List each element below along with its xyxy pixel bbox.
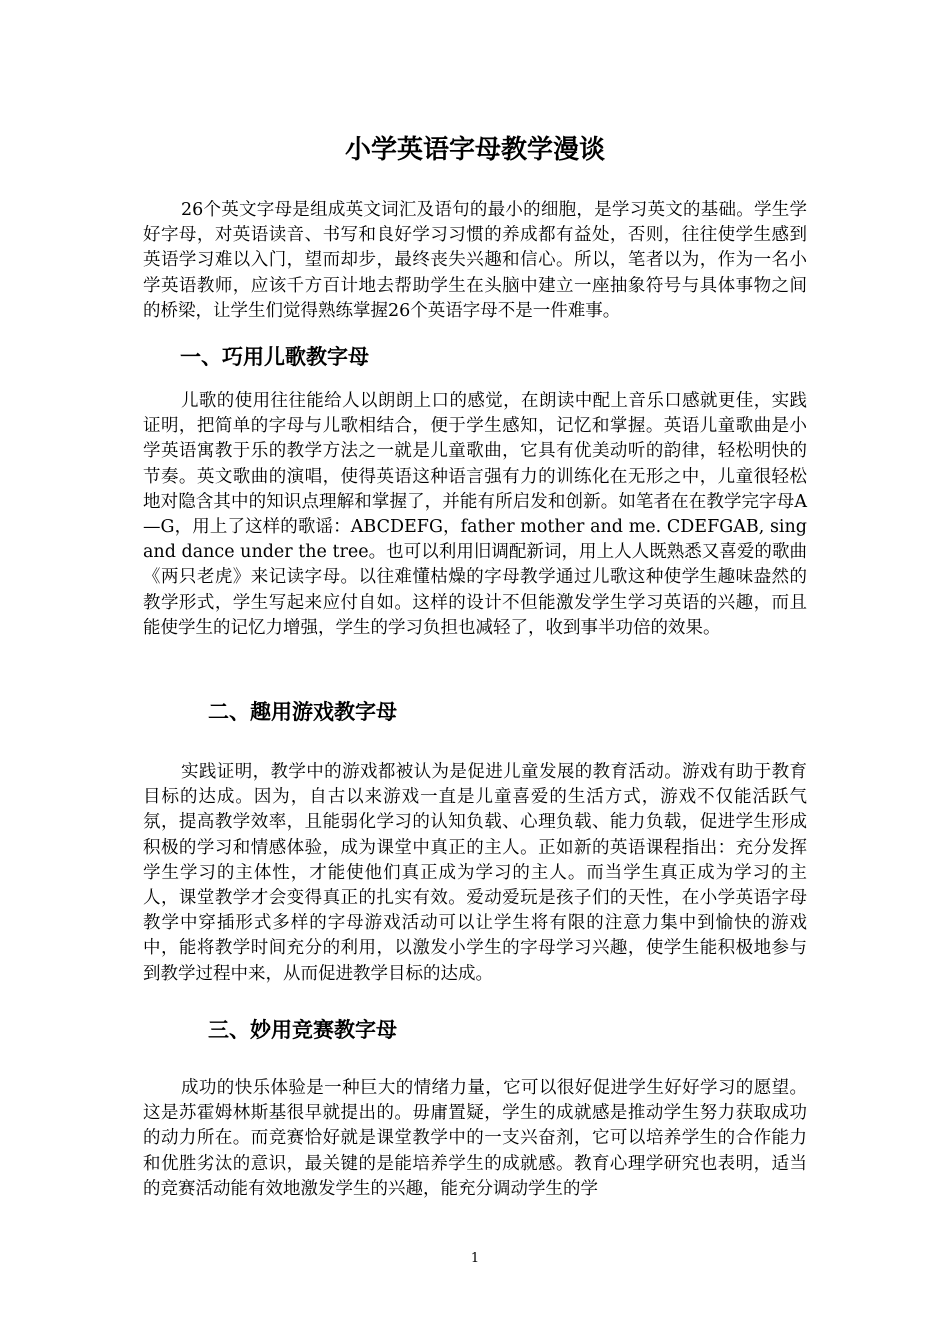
section-1-heading: 一、巧用儿歌教字母 xyxy=(180,345,369,369)
document-title: 小学英语字母教学漫谈 xyxy=(344,135,605,165)
intro-paragraph: 26个英文字母是组成英文词汇及语句的最小的细胞，是学习英文的基础。学生学好字母，对英语读音、书写和良好学习习惯的养成都有益处，否则，往往使学生感到英语学习难以入门，望而却步，最终丧失兴趣和信心。所以，笔者以为，作为一名小学英语教师，应该千方百计地去帮助学生在头脑中建立一座抽象符号与具体事物之间的桥梁，让学生们觉得熟练掌握26个英语字母不是一件难事。 xyxy=(143,200,807,321)
section-2-heading: 二、趣用游戏教字母 xyxy=(208,700,397,724)
section-3-heading: 三、妙用竞赛教字母 xyxy=(208,1018,397,1042)
section-1-body: 儿歌的使用往往能给人以朗朗上口的感觉，在朗读中配上音乐口感就更佳，实践证明，把简单的字母与儿歌相结合，便于学生感知，记忆和掌握。英语儿童歌曲是小学英语寓教于乐的教学方法之一就是儿童歌曲，它具有优美动听的韵律，轻松明快的节奏。英文歌曲的演唱，使得英语这种语言强有力的训练化在无形之中，儿童很轻松地对隐含其中的知识点理解和掌握了，并能有所启发和创新。如笔者在在教学完字母A—G，用上了这样的歌谣：ABCDEFG，father mother and me. CDEFGAB, sing and dance under the tree。也可以利用旧调配新词，用上人人既熟悉又喜爱的歌曲《两只老虎》来记读字母。以往难懂枯燥的字母教学通过儿歌这种使学生趣味盎然的教学形式，学生写起来应付自如。这样的设计不但能激发学生学习英语的兴趣，而且能使学生的记忆力增强，学生的学习负担也减轻了，收到事半功倍的效果。 xyxy=(143,391,807,638)
section-3-body: 成功的快乐体验是一种巨大的情绪力量，它可以很好促进学生好好学习的愿望。这是苏霍姆林斯基很早就提出的。毋庸置疑，学生的成就感是推动学生努力获取成功的动力所在。而竞赛恰好就是课堂教学中的一支兴奋剂，它可以培养学生的合作能力和优胜劣汰的意识，最关键的是能培养学生的成就感。教育心理学研究也表明，适当的竞赛活动能有效地激发学生的兴趣，能充分调动学生的学 xyxy=(143,1078,807,1199)
page-number: 1 xyxy=(470,1251,480,1266)
section-2-body: 实践证明，教学中的游戏都被认为是促进儿童发展的教育活动。游戏有助于教育目标的达成。因为，自古以来游戏一直是儿童喜爱的生活方式，游戏不仅能活跃气氛，提高教学效率，且能弱化学习的认知负载、心理负载、能力负载，促进学生形成积极的学习和情感体验，成为课堂中真正的主人。正如新的英语课程指出：充分发挥学生学习的主体性，才能使他们真正成为学习的主人。而当学生真正成为学习的主人，课堂教学才会变得真正的扎实有效。爱动爱玩是孩子们的天性，在小学英语字母教学中穿插形式多样的字母游戏活动可以让学生将有限的注意力集中到愉快的游戏中，能将教学时间充分的利用，以激发小学生的字母学习兴趣，使学生能积极地参与到教学过程中来，从而促进教学目标的达成。 xyxy=(143,762,807,984)
